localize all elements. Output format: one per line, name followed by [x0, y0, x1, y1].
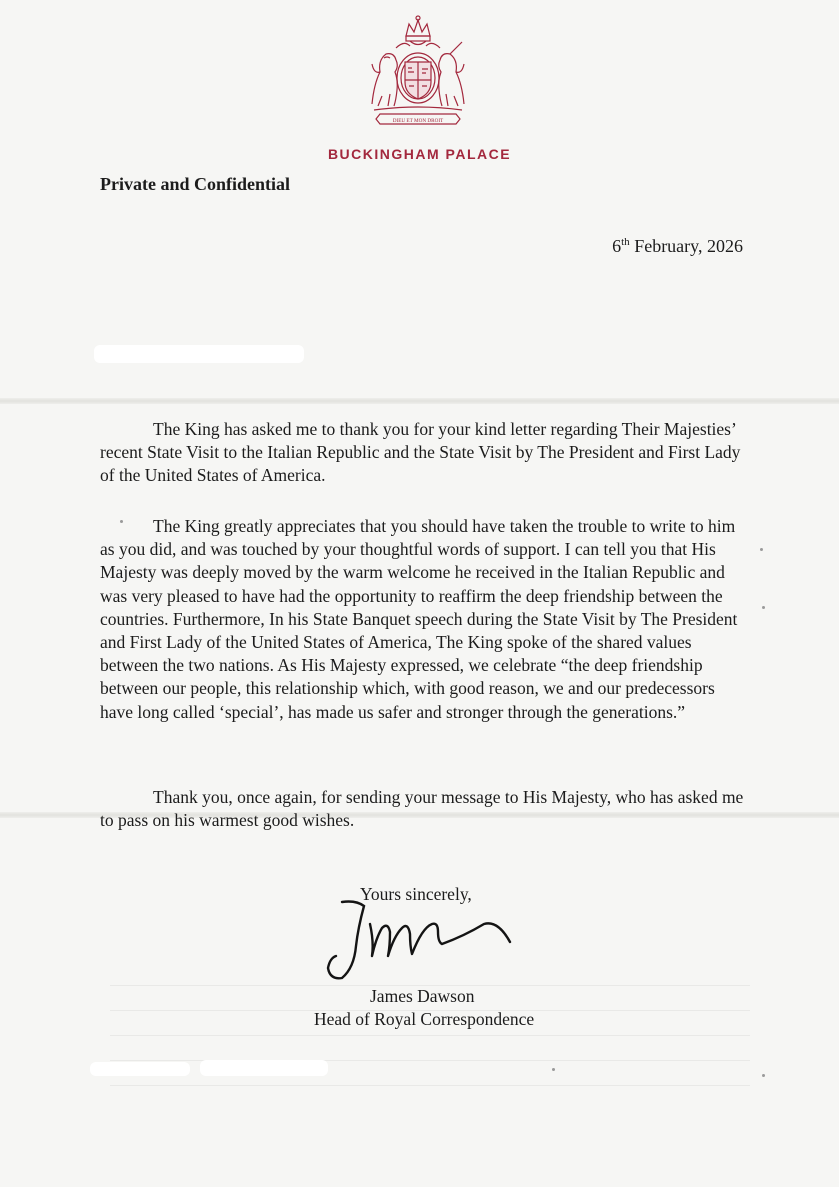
paper-speck — [762, 1074, 765, 1077]
closing-phrase: Yours sincerely, — [360, 884, 472, 904]
redacted-address-2 — [200, 1060, 328, 1076]
paper-speck — [552, 1068, 555, 1071]
body-paragraph-2: The King greatly appreciates that you should have taken the trouble to write to him as you did, and was touched by your thoughtful words of support. I can tell you that His Majesty was deeply moved by the warm welcome he received in the Italian Republic and was very pleased to have had the opportunity to reaffirm the deep friendship between the countries. Furthermore, In his State Banquet speech during the State Visit by The President and First Lady of the United States of America, The King spoke of the shared values between the two nations. As His Majesty expressed, we celebrate “the deep friendship between our people, this relationship which, with good reason, we and our predecessors have long called ‘special’, has made us safer and stronger through the generations.” — [100, 516, 738, 722]
body-paragraph-3: Thank you, once again, for sending your message to His Majesty, who has asked me to pass on his warmest good wishes. — [100, 787, 744, 831]
paper-speck — [760, 548, 763, 551]
body-paragraph-1: The King has asked me to thank you for your kind letter regarding Their Majesties’ recent State Visit to the Italian Republic and the State Visit by The President and First Lady of the United States of America. — [100, 419, 741, 486]
sender-heading: BUCKINGHAM PALACE — [327, 146, 512, 162]
handwritten-signature — [314, 898, 524, 980]
classification-label: Private and Confidential — [100, 174, 291, 194]
paper-speck — [762, 606, 765, 609]
royal-coat-of-arms-icon — [366, 14, 470, 126]
svg-text:DIEU ET MON DROIT: DIEU ET MON DROIT — [392, 118, 444, 124]
redacted-recipient — [94, 345, 304, 363]
letter-date: 6th February, 2026 — [612, 236, 743, 256]
fold-line-upper — [0, 398, 839, 404]
signatory-name: James Dawson — [370, 986, 475, 1006]
signatory-title: Head of Royal Correspondence — [314, 1009, 535, 1029]
redacted-address-1 — [90, 1062, 190, 1076]
